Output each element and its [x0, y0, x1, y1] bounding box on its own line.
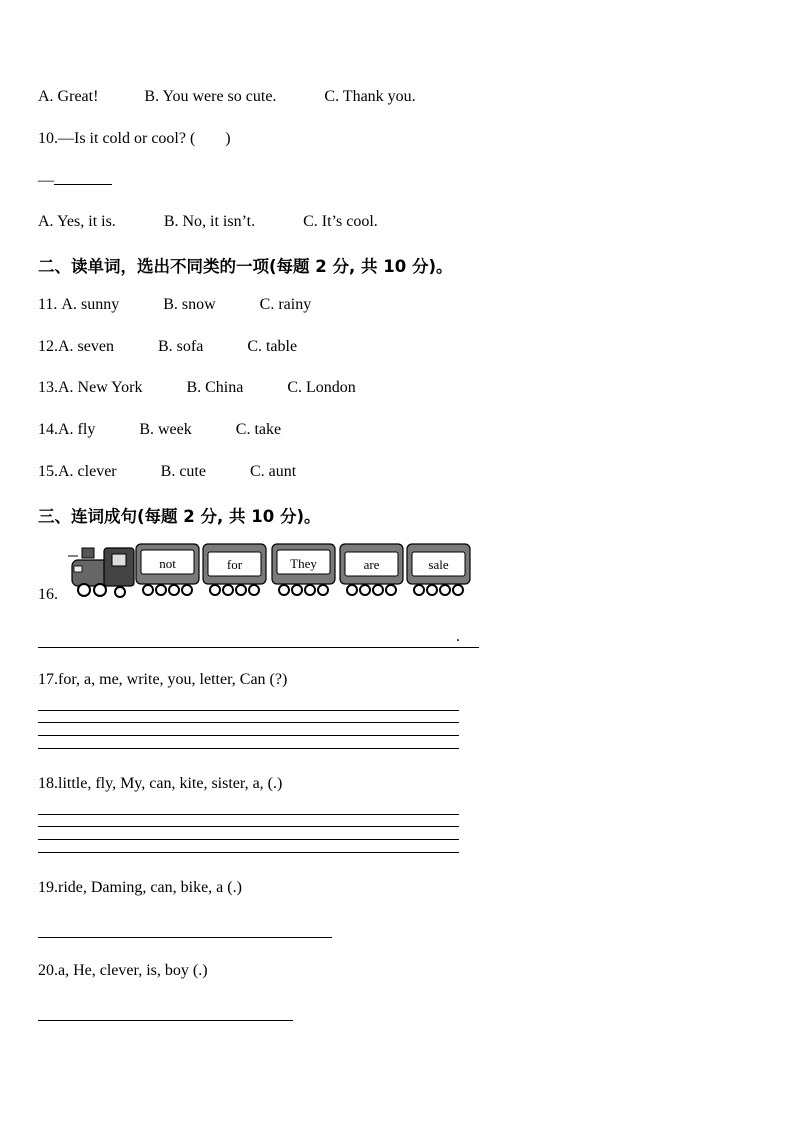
q13-option-c: C. London: [287, 379, 356, 396]
q12-option-c: C. table: [247, 338, 298, 355]
q15-option-c: C. aunt: [249, 463, 297, 480]
q10-answer-blank[interactable]: [54, 170, 112, 185]
q10-question-text: 10.—Is it cold or cool? (: [38, 130, 196, 147]
q18-writing-line-3[interactable]: [38, 839, 459, 840]
q13-num: 13.: [38, 379, 58, 396]
train-word-4: are: [363, 557, 380, 572]
q12-num: 12.: [38, 338, 58, 355]
q12-row: [38, 338, 297, 356]
q10-answer-line: [38, 170, 112, 190]
q10-question: [38, 130, 231, 148]
q20-prompt: 20.a, He, clever, is, boy (.): [38, 962, 208, 979]
q10-option-b: B. No, it isn’t.: [163, 213, 256, 230]
q18-writing-line-4[interactable]: [38, 852, 459, 853]
q14-option-b: B. week: [139, 421, 192, 438]
q18-writing-line-2[interactable]: [38, 826, 459, 827]
q17-writing-line-3[interactable]: [38, 735, 459, 736]
q9-option-a: A. Great!: [38, 88, 99, 105]
q13-option-b: B. China: [186, 379, 244, 396]
train-word-5: sale: [428, 557, 449, 572]
q15-num: 15.: [38, 463, 58, 480]
q14-row: [38, 421, 281, 439]
q11-option-b: B. snow: [163, 296, 216, 313]
q14-num: 14.: [38, 421, 58, 438]
q11-option-c: C. rainy: [259, 296, 312, 313]
q17-writing-line-2[interactable]: [38, 722, 459, 723]
q13-option-a: A. New York: [58, 379, 143, 396]
q10-option-a: A. Yes, it is.: [38, 213, 116, 230]
q12-option-b: B. sofa: [157, 338, 204, 355]
q14-option-c: C. take: [235, 421, 282, 438]
q20-answer-line[interactable]: [38, 1020, 293, 1021]
q18-prompt: 18.little, fly, My, can, kite, sister, a, (.): [38, 775, 283, 792]
q16-answer-line[interactable]: [38, 647, 479, 648]
q12-option-a: A. seven: [58, 338, 114, 355]
locomotive-icon: [68, 548, 134, 597]
q16-end-mark: .: [456, 628, 460, 645]
q15-option-a: A. clever: [58, 463, 117, 480]
section3-title: 三、连词成句(每题 2 分, 共 10 分)。: [38, 507, 321, 526]
q16-train-illustration: [68, 540, 474, 604]
q11-num: 11.: [38, 296, 62, 313]
q19-prompt: 19.ride, Daming, can, bike, a (.): [38, 879, 242, 896]
section2-title: 二、读单词，选出不同类的一项(每题 2 分, 共 10 分)。: [38, 257, 453, 276]
q11-option-a: A. sunny: [61, 296, 120, 313]
train-word-3: They: [290, 556, 317, 571]
q9-option-b: B. You were so cute.: [144, 88, 277, 105]
q19-answer-line[interactable]: [38, 937, 332, 938]
q17-prompt: 17.for, a, me, write, you, letter, Can (?): [38, 671, 288, 688]
q10-options: [38, 213, 378, 231]
train-word-1: not: [159, 556, 176, 571]
q15-row: [38, 463, 296, 481]
q10-close-paren: ): [225, 130, 231, 147]
q10-answer-dash: —: [38, 172, 54, 189]
q10-option-c: C. It’s cool.: [303, 213, 378, 230]
q15-option-b: B. cute: [160, 463, 206, 480]
q13-row: [38, 379, 356, 397]
q17-writing-line-1[interactable]: [38, 710, 459, 711]
q17-writing-line-4[interactable]: [38, 748, 459, 749]
q9-option-c: C. Thank you.: [324, 88, 416, 105]
q14-option-a: A. fly: [58, 421, 96, 438]
q11-row: [38, 296, 311, 314]
q9-options: [38, 88, 416, 106]
train-word-2: for: [226, 557, 243, 572]
q18-writing-line-1[interactable]: [38, 814, 459, 815]
q16-num: 16.: [38, 586, 58, 603]
